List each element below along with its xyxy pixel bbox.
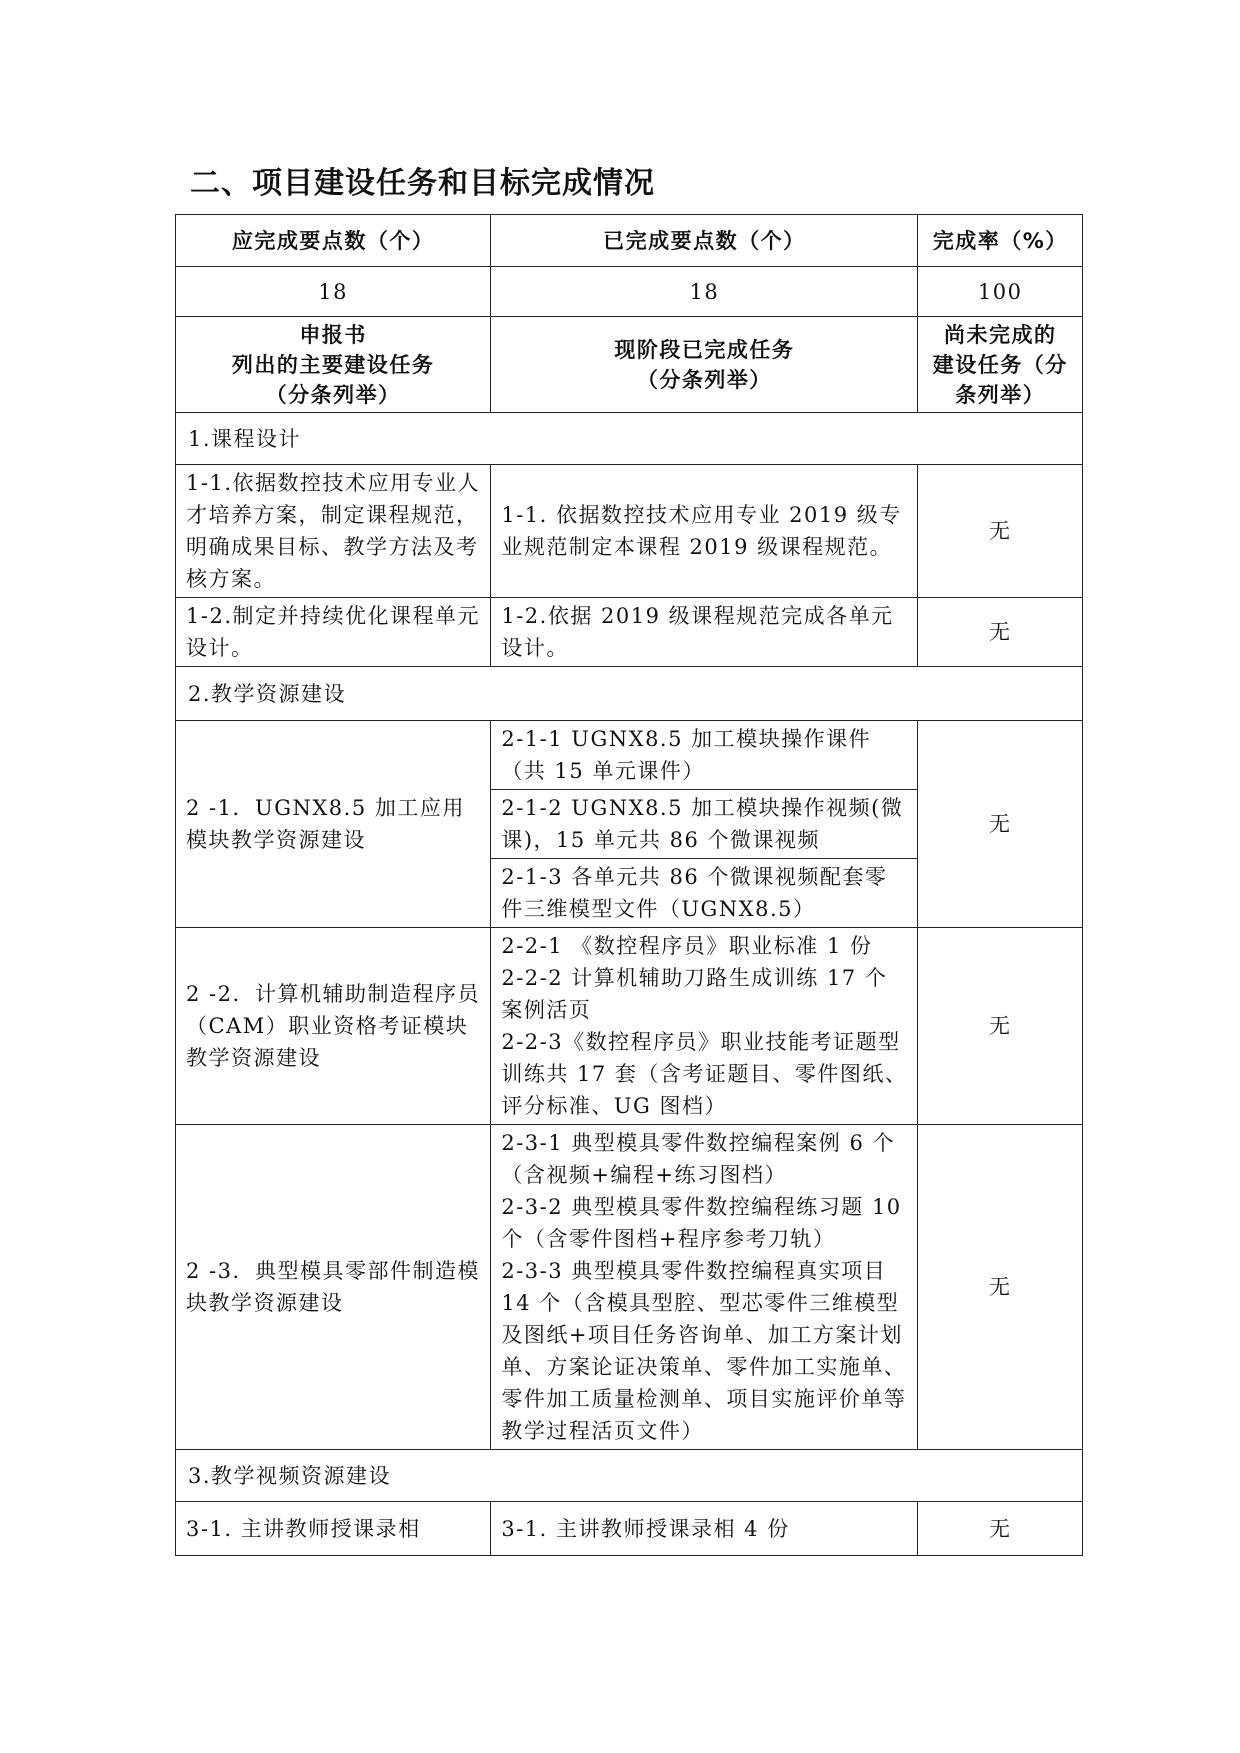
task-row — [176, 598, 1083, 667]
task-row — [176, 1125, 1083, 1450]
completed-task: 2-1-3 各单元共 86 个微课视频配套零件三维模型文件（UGNX8.5） — [491, 859, 918, 928]
task-row — [176, 1502, 1083, 1556]
section-title: 1.课程设计 — [176, 413, 1083, 465]
value-completed-points: 18 — [491, 267, 918, 317]
planned-task: 1-2.制定并持续优化课程单元设计。 — [176, 598, 491, 667]
header-completed-tasks — [491, 317, 918, 413]
completed-task: 2-1-1 UGNX8.5 加工模块操作课件（共 15 单元课件） — [491, 721, 918, 790]
header-planned-line: （分条列举） — [265, 382, 401, 407]
page-title: 二、项目建设任务和目标完成情况 — [190, 166, 655, 201]
header-pending-line: 尚未完成的 — [943, 322, 1057, 347]
summary-value-row — [176, 267, 1083, 317]
header-pending-line: 条列举） — [955, 382, 1046, 407]
header-done-line: 现阶段已完成任务 — [614, 337, 795, 362]
task-row — [176, 721, 1083, 790]
value-completion-rate: 100 — [918, 267, 1083, 317]
section-title: 3.教学视频资源建设 — [176, 1450, 1083, 1502]
value-required-points: 18 — [176, 267, 491, 317]
header-completion-rate: 完成率（%） — [918, 215, 1083, 267]
section-row — [176, 413, 1083, 465]
completed-task: 1-2.依据 2019 级课程规范完成各单元设计。 — [491, 598, 918, 667]
task-row — [176, 465, 1083, 598]
progress-table — [175, 214, 1083, 1556]
task-header-row — [176, 317, 1083, 413]
completed-task: 1-1. 依据数控技术应用专业 2019 级专业规范制定本课程 2019 级课程规范。 — [491, 465, 918, 598]
header-planned-tasks — [176, 317, 491, 413]
header-completed-points: 已完成要点数（个） — [491, 215, 918, 267]
header-planned-line: 申报书 — [299, 322, 367, 347]
section-row — [176, 667, 1083, 721]
pending-task: 无 — [918, 1125, 1083, 1450]
summary-header-row — [176, 215, 1083, 267]
planned-task: 2 -1．UGNX8.5 加工应用模块教学资源建设 — [176, 721, 491, 928]
header-planned-line: 列出的主要建设任务 — [231, 352, 435, 377]
planned-task: 1-1.依据数控技术应用专业人才培养方案，制定课程规范，明确成果目标、教学方法及考核方案。 — [176, 465, 491, 598]
pending-task: 无 — [918, 928, 1083, 1125]
planned-task: 3-1. 主讲教师授课录相 — [176, 1502, 491, 1556]
header-required-points: 应完成要点数（个） — [176, 215, 491, 267]
pending-task: 无 — [918, 721, 1083, 928]
pending-task: 无 — [918, 1502, 1083, 1556]
section-row — [176, 1450, 1083, 1502]
planned-task: 2 -2．计算机辅助制造程序员（CAM）职业资格考证模块教学资源建设 — [176, 928, 491, 1125]
completed-task: 3-1. 主讲教师授课录相 4 份 — [491, 1502, 918, 1556]
completed-task: 2-1-2 UGNX8.5 加工模块操作视频(微课)，15 单元共 86 个微课视频 — [491, 790, 918, 859]
pending-task: 无 — [918, 465, 1083, 598]
header-pending-line: 建设任务（分 — [932, 352, 1068, 377]
task-row — [176, 928, 1083, 1125]
planned-task: 2 -3．典型模具零部件制造模块教学资源建设 — [176, 1125, 491, 1450]
header-done-line: （分条列举） — [636, 367, 772, 392]
section-title: 2.教学资源建设 — [176, 667, 1083, 721]
completed-task: 2-2-1 《数控程序员》职业标准 1 份 2-2-2 计算机辅助刀路生成训练 17 个案例活页 2-2-3《数控程序员》职业技能考证题型训练共 17 套（含考证题目、零件图纸、评分标准、UG 图档） — [491, 928, 918, 1125]
pending-task: 无 — [918, 598, 1083, 667]
header-pending-tasks — [918, 317, 1083, 413]
completed-task: 2-3-1 典型模具零件数控编程案例 6 个（含视频+编程+练习图档） 2-3-2 典型模具零件数控编程练习题 10 个（含零件图档+程序参考刀轨） 2-3-3 典型模具零件数控编程真实项目 14 个（含模具型腔、型芯零件三维模型及图纸+项目任务咨询单、加工方案计划单、方案论证决策单、零件加工实施单、零件加工质量检测单、项目实施评价单等教学过程活页文件） — [491, 1125, 918, 1450]
